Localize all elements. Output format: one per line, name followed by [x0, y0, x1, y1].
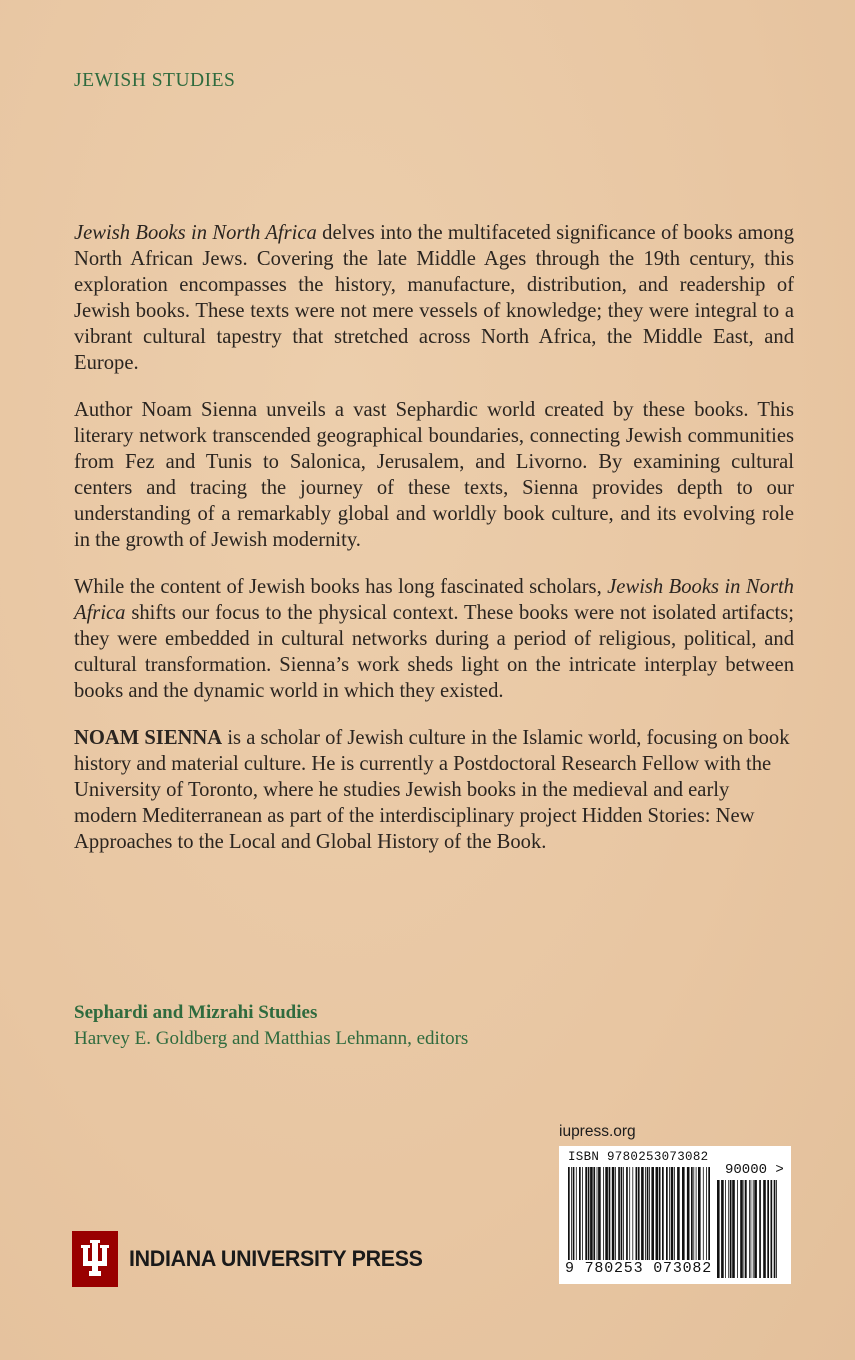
author-bio-text: is a scholar of Jewish culture in the Islamic world, focusing on book history and material culture. He is currently a Postdoctoral Research Fellow with the University of Toronto, where he studies Jewish books in the medieval and early modern Mediterranean as part of the interdisciplinary project Hidden Stories: New Approaches to the Local and Global History of the Book.	[74, 727, 790, 853]
paragraph-1-text: delves into the multifaceted significance of books among North African Jews. Covering the late Middle Ages through the 19th century, this exploration encompasses the history, manufacture, distribution, and readership of Jewish books. These texts were not mere vessels of knowledge; they were integral to a vibrant cultural tapestry that stretched across North Africa, the Middle East, and Europe.	[74, 222, 794, 374]
publisher-url: iupress.org	[559, 1123, 636, 1140]
author-name: NOAM SIENNA	[74, 727, 223, 749]
author-bio	[74, 725, 794, 855]
book-description	[74, 220, 794, 876]
book-title-italic: Jewish Books in North Africa	[74, 222, 317, 244]
description-paragraph-2: Author Noam Sienna unveils a vast Sephardic world created by these books. This literary network transcended geographical boundaries, connecting Jewish communities from Fez and Tunis to Salonica, Jerusalem, and Livorno. By examining cultural centers and tracing the journey of these texts, Sienna provides depth to our understanding of a remarkably global and worldly book culture, and its evolving role in the growth of Jewish modernity.	[74, 399, 794, 551]
barcode-supplement-bars	[717, 1180, 779, 1278]
isbn-barcode	[559, 1146, 791, 1284]
series-info	[74, 1000, 468, 1052]
category-label: JEWISH STUDIES	[74, 70, 236, 91]
book-title-italic: Jewish Books in North Africa	[74, 576, 794, 624]
publisher-name: INDIANA UNIVERSITY PRESS	[129, 1246, 423, 1271]
description-paragraph-1	[74, 220, 794, 376]
series-title: Sephardi and Mizrahi Studies	[74, 1002, 318, 1023]
barcode-main-bars	[568, 1167, 711, 1261]
paragraph-3-text-after: shifts our focus to the physical context. These books were not isolated artifacts; they were embedded in cultural networks during a period of religious, political, and cultural transformation. Sienna’s work sheds light on the intricate interplay between books and the dynamic world in which they existed.	[74, 602, 794, 702]
paragraph-3-text-before: While the content of Jewish books has long fascinated scholars,	[74, 576, 608, 598]
isbn-label: ISBN 9780253073082	[568, 1150, 709, 1164]
price-code: 90000 >	[725, 1162, 784, 1178]
description-paragraph-3	[74, 574, 794, 704]
series-editors: Harvey E. Goldberg and Matthias Lehmann, editors	[74, 1028, 469, 1049]
isbn-digits: 9 780253 073082	[565, 1260, 713, 1277]
publisher-imprint	[72, 1231, 438, 1287]
iu-trident-icon	[72, 1231, 118, 1287]
